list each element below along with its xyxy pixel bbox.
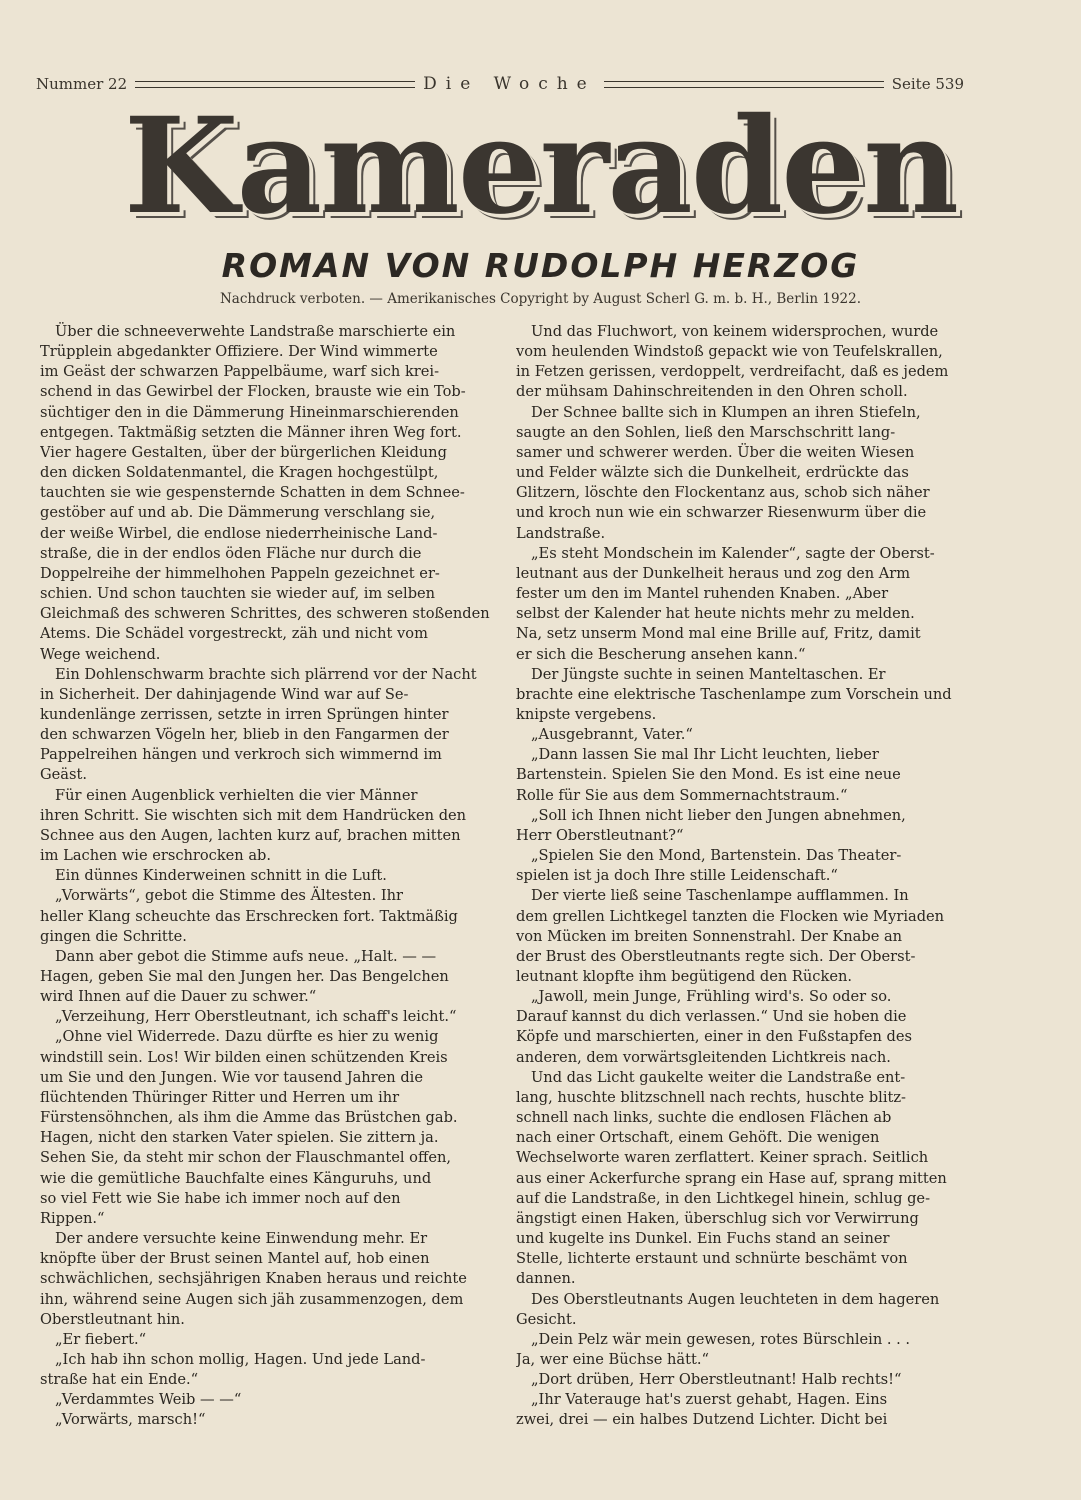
paragraph: Der Schnee ballte sich in Klumpen an ihren Stiefeln, saugte an den Sohlen, ließ den Marschschritt lang- samer und schwerer werden. Über die weiten Wiesen und Felder wälzte sich die Dunkelheit, erdrückte das Glitzern, löschte den Flockentanz aus, schob sich näher und kroch nun wie ein schwarzer Riesenwurm über die Landstraße. <box>516 403 930 542</box>
article-body <box>40 322 966 1432</box>
article-subtitle: ROMAN VON RUDOLPH HERZOG <box>221 246 860 285</box>
paragraph: Über die schneeverwehte Landstraße marschierte ein Trüpplein abgedankter Offiziere. Der Wind wimmerte im Geäst der schwarzen Pappelbäume, warf sich krei- schend in das Gewirbel der Flocken, brauste wie ein Tob- süchtiger den in die Dämmerung Hineinmarschierenden entgegen. Taktmäßig setzten die Männer ihren Weg fort. Vier hagere Gestalten, über der bürgerlichen Kleidung den dicken Soldatenmantel, die Kragen hochgestülpt, tauchten sie wie gespensternde Schatten in dem Schnee- gestöber auf und ab. Die Dämmerung verschlang sie, der weiße Wirbel, die endlose niederrheinische Land- straße, die in der endlos öden Fläche nur durch die Doppelreihe der himmelhohen Pappeln gezeichnet er- schien. Und schon tauchten sie wieder auf, im selben Gleichmaß des schweren Schrittes, des schweren stoßenden Atems. Die Schädel vorgestreckt, zäh und nicht vom Wege weichend. <box>40 323 490 663</box>
paragraph: Des Oberstleutnants Augen leuchteten in dem hageren Gesicht. <box>516 1290 940 1328</box>
text-column-right <box>516 322 966 1432</box>
text-column-left <box>40 322 490 1432</box>
header-rule-right <box>604 81 884 88</box>
paragraph: „Verdammtes Weib — —“ <box>55 1391 242 1409</box>
paragraph: „Spielen Sie den Mond, Bartenstein. Das Theater- spielen ist ja doch Ihre stille Leidenschaft.“ <box>516 847 902 885</box>
paragraph: Und das Licht gaukelte weiter die Landstraße ent- lang, huschte blitzschnell nach rechts, huschte blitz- schnell nach links, suchte die endlosen Flächen ab nach einer Ortschaft, einem Gehöft. Die wenigen Wechselworte waren zerflattert. Keiner sprach. Seitlich aus einer Ackerfurche sprang ein Hase auf, sprang mitten auf die Landstraße, in den Lichtkegel hinein, schlug ge- ängstigt einen Haken, überschlug sich vor Verwirrung und kugelte ins Dunkel. Ein Fuchs stand an seiner Stelle, lichterte erstaunt und schnürte beschämt von dannen. <box>516 1068 947 1288</box>
header-rule-left <box>135 81 415 88</box>
paragraph: „Dein Pelz wär mein gewesen, rotes Bürschlein . . . Ja, wer eine Büchse hätt.“ <box>516 1330 911 1368</box>
copyright-notice: Nachdruck verboten. — Amerikanisches Copyright by August Scherl G. m. b. H., Berlin 1922. <box>219 291 862 307</box>
paragraph: „Dort drüben, Herr Oberstleutnant! Halb rechts!“ <box>531 1371 902 1389</box>
paragraph: „Er fiebert.“ <box>55 1330 147 1348</box>
paragraph: Der andere versuchte keine Einwendung mehr. Er knöpfte über der Brust seinen Mantel auf, hob einen schwächlichen, sechsjährigen Knaben heraus und reichte ihn, während seine Augen sich jäh zusammenzogen, dem Oberstleutnant hin. <box>40 1230 467 1328</box>
paragraph: Der Jüngste suchte in seinen Manteltaschen. Er brachte eine elektrische Taschenlampe zum Vorschein und knipste vergebens. <box>516 665 952 723</box>
issue-number: Nummer 22 <box>36 75 128 93</box>
paragraph: Ein Dohlenschwarm brachte sich plärrend vor der Nacht in Sicherheit. Der dahinjagende Wind war auf Se- kundenlänge zerrissen, setzte in irren Sprüngen hinter den schwarzen Vögeln her, blieb in den Fangarmen der Pappelreihen hängen und verkroch sich wimmernd im Geäst. <box>40 665 477 784</box>
magazine-name: Die Woche <box>423 74 596 94</box>
paragraph: Der vierte ließ seine Taschenlampe aufflammen. In dem grellen Lichtkegel tanzten die Flocken wie Myriaden von Mücken im breiten Sonnenstrahl. Der Knabe an der Brust des Oberstleutnants regte sich. Der Oberst- leutnant klopfte ihm begütigend den Rücken. <box>516 887 945 985</box>
paragraph: „Es steht Mondschein im Kalender“, sagte der Oberst- leutnant aus der Dunkelheit heraus und zog den Arm fester um den im Mantel ruhenden Knaben. „Aber selbst der Kalender hat heute nichts mehr zu melden. Na, setz unserm Mond mal eine Brille auf, Fritz, damit er sich die Bescherung ansehen kann.“ <box>516 544 935 663</box>
article-title: Kameraden <box>123 89 958 244</box>
paragraph: „Jawoll, mein Junge, Frühling wird's. So oder so. Darauf kannst du dich verlassen.“ Und sie hoben die Köpfe und marschierten, einer in den Fußstapfen des anderen, dem vorwärtsgleitenden Lichtkreis nach. <box>516 988 913 1066</box>
paragraph: „Ausgebrannt, Vater.“ <box>531 726 693 744</box>
paragraph: Und das Fluchwort, von keinem widersprochen, wurde vom heulenden Windstoß gepackt wie von Teufelskrallen, in Fetzen gerissen, verdoppelt, verdreifacht, daß es jedem der mühsam Dahinschreitenden in den Ohren scholl. <box>516 323 949 401</box>
paragraph: „Ich hab ihn schon mollig, Hagen. Und jede Land- straße hat ein Ende.“ <box>40 1350 426 1389</box>
page-number: Seite 539 <box>891 75 964 93</box>
paragraph: Dann aber gebot die Stimme aufs neue. „Halt. — — Hagen, geben Sie mal den Jungen her. Das Bengelchen wird Ihnen auf die Dauer zu schwer.“ <box>40 947 449 1006</box>
paragraph: „Verzeihung, Herr Oberstleutnant, ich schaff's leicht.“ <box>55 1008 457 1026</box>
paragraph: „Ohne viel Widerrede. Dazu dürfte es hier zu wenig windstill sein. Los! Wir bilden einen schützenden Kreis um Sie und den Jungen. Wie vor tausend Jahren die flüchtenden Thüringer Ritter und Herren um ihr Fürstensöhnchen, als ihm die Amme das Brüstchen gab. Hagen, nicht den starken Vater spielen. Sie zittern ja. Sehen Sie, da steht mir schon der Flauschmantel offen, wie die gemütliche Bauchfalte eines Känguruhs, und so viel Fett wie Sie habe ich immer noch auf den Rippen.“ <box>40 1028 458 1227</box>
paragraph: „Ihr Vaterauge hat's zuerst gehabt, Hagen. Eins zwei, drei — ein halbes Dutzend Lichter. Dicht bei <box>516 1391 888 1429</box>
paragraph: „Vorwärts“, gebot die Stimme des Ältesten. Ihr heller Klang scheuchte das Erschrecken fort. Taktmäßig gingen die Schritte. <box>40 887 458 945</box>
paragraph: „Vorwärts, marsch!“ <box>55 1411 206 1429</box>
paragraph: „Soll ich Ihnen nicht lieber den Jungen abnehmen, Herr Oberstleutnant?“ <box>516 806 906 844</box>
paragraph: Für einen Augenblick verhielten die vier Männer ihren Schritt. Sie wischten sich mit dem Handrücken den Schnee aus den Augen, lachten kurz auf, brachen mitten im Lachen wie erschrocken ab. <box>40 786 467 865</box>
paragraph: Ein dünnes Kinderweinen schnitt in die Luft. <box>55 867 387 885</box>
paragraph: „Dann lassen Sie mal Ihr Licht leuchten, lieber Bartenstein. Spielen Sie den Mond. Es ist eine neue Rolle für Sie aus dem Sommernachtstraum.“ <box>516 746 901 804</box>
